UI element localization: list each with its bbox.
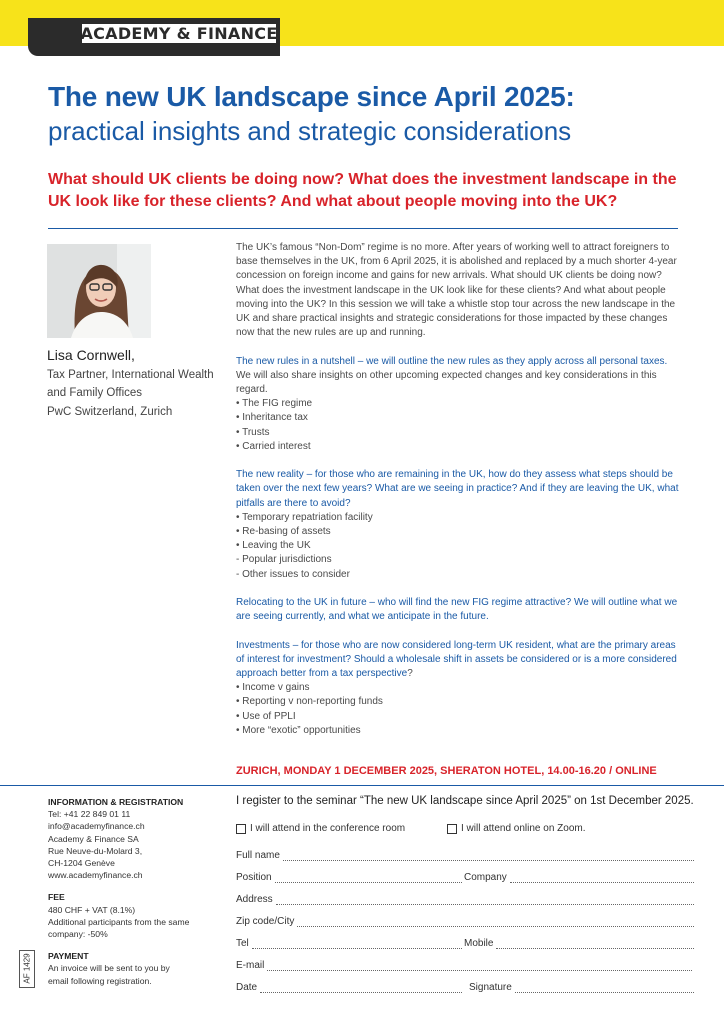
brand-plate [80,22,278,45]
list-item: • Carried interest [236,440,311,452]
field-label: E-mail [236,960,265,971]
option-label: I will attend online on Zoom. [461,823,586,834]
divider [48,228,678,229]
info-line: CH-1204 Genève [48,858,115,869]
full-name-field[interactable] [236,847,694,861]
info-panel [48,796,220,987]
intro-paragraph: The UK’s famous “Non-Dom” regime is no more. After years of working well to attract foreigners to base themselves in the UK, from 6 April 2025, it is abolished and replaced by a much shorter 4-year concession on foreign income and gains for new arrivals. What should UK clients be doing now? What does the investment landscape in the UK look like for these clients? And what about people moving into the UK? In this session we will take a whistle stop tour across the new landscape in the UK and share practical insights and strategic considerations for those impacted by these changes now that the new rules are up and running. [236,242,677,339]
section-heading-reality: The new reality – for those who are remaining in the UK, how do they assess what steps should be taken over the next few years? What are we seeing in practice? And if they are leaving the UK, what pitfalls are there to avoid? [236,469,679,509]
fee-line: 480 CHF + VAT (8.1%) [48,904,136,915]
payment-line: An invoice will be sent to you by [48,963,170,974]
brand-text: ACADEMY & FINANCE [80,24,278,43]
payment-heading: PAYMENT [48,951,89,962]
fee-heading: FEE [48,892,65,903]
list-item: - Popular jurisdictions [236,554,332,566]
list-item: • Leaving the UK [236,540,311,552]
payment-line: email following registration. [48,975,152,986]
signature-field[interactable] [469,979,694,993]
option-online-zoom[interactable] [447,823,586,834]
list-item: - Other issues to consider [236,568,350,580]
info-line: Tel: +41 22 849 01 11 [48,809,131,820]
registration-title: I register to the seminar “The new UK landscape since April 2025” on 1st December 2025. [236,795,694,807]
speaker-name: Lisa Cornwell, [47,347,135,363]
info-line[interactable]: info@academyfinance.ch [48,821,145,832]
section-text-rules: We will also share insights on other upcoming expected changes and key considerations in this regard. [236,369,657,396]
page-subtitle: practical insights and strategic considerations [48,116,572,146]
event-details: ZURICH, MONDAY 1 DECEMBER 2025, SHERATON HOTEL, 14.00-16.20 / ONLINE [236,765,657,777]
field-label: Date [236,982,258,993]
list-item: • Income v gains [236,682,310,694]
page-title: The new UK landscape since April 2025: [48,81,575,112]
address-field[interactable] [236,891,694,905]
list-item: • Use of PPLI [236,710,296,722]
list-item: • Reporting v non-reporting funds [236,696,383,708]
field-label: Position [236,872,272,883]
tel-field[interactable] [236,935,462,949]
zip-city-field[interactable] [236,913,694,927]
info-line: Academy & Finance SA [48,833,139,844]
checkbox-icon[interactable] [236,824,246,834]
speaker-role-line: PwC Switzerland, Zurich [47,405,173,418]
speaker-portrait-image [47,244,151,338]
info-heading: INFORMATION & REGISTRATION [48,797,184,807]
list-item: • The FIG regime [236,398,313,410]
field-label: Signature [469,982,512,993]
lead-questions: What should UK clients be doing now? What does the investment landscape in the UK look like for these clients? And what about people moving into the UK? [48,171,677,210]
list-item: • Re-basing of assets [236,526,331,538]
speaker-photo [47,244,151,338]
company-field[interactable] [464,869,694,883]
section-heading-end: ? [407,668,413,680]
mobile-field[interactable] [464,935,694,949]
email-field[interactable] [236,957,692,971]
speaker-role-line: and Family Offices [47,387,143,400]
info-line: Rue Neuve-du-Molard 3, [48,845,143,856]
speaker-role [47,366,232,421]
list-item: • Temporary repatriation facility [236,511,373,523]
divider [0,785,724,786]
field-label: Mobile [464,938,494,949]
date-field[interactable] [236,979,462,993]
option-conference-room[interactable] [236,823,405,834]
field-label: Company [464,872,507,883]
section-heading-relocating: Relocating to the UK in future – who will find the new FIG regime attractive? We will outline what we are seeing currently, and what we anticipate in the future. [236,597,678,623]
field-label: Address [236,894,273,905]
info-line[interactable]: www.academyfinance.ch [48,870,143,881]
checkbox-icon[interactable] [447,824,457,834]
speaker-role-line: Tax Partner, International Wealth [47,369,214,381]
fee-line: Additional participants from the same company: -50% [48,916,190,940]
option-label: I will attend in the conference room [250,823,406,834]
position-field[interactable] [236,869,462,883]
list-item: • Inheritance tax [236,412,308,424]
field-label: Zip code/City [236,916,295,927]
form-code-box [19,950,35,988]
field-label: Tel [236,938,249,949]
list-item: • Trusts [236,426,270,438]
section-heading-rules: The new rules in a nutshell – we will outline the new rules as they apply across all personal taxes. [236,355,668,367]
list-item: • More “exotic” opportunities [236,724,361,736]
form-code: AF 1429 [22,953,32,984]
field-label: Full name [236,850,280,861]
section-heading-investments: Investments – for those who are now considered long-term UK resident, what are the primary areas of interest for investment? Should a wholesale shift in assets be considered or is a more considered approach better from a tax perspective [236,639,677,680]
brand-logo [28,18,280,56]
body-text [236,241,682,738]
